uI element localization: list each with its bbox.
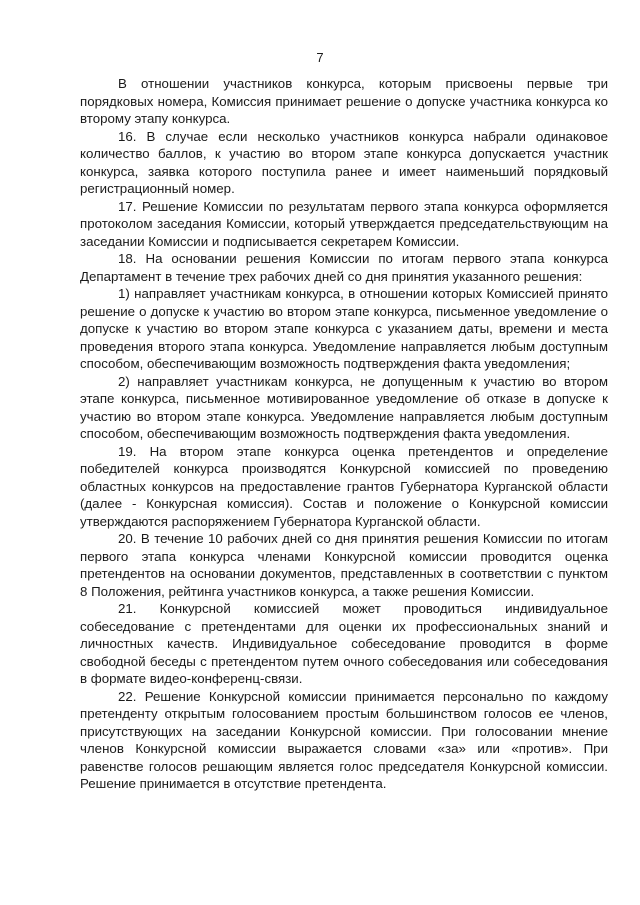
page-number: 7 bbox=[316, 50, 324, 65]
paragraph-17: 17. Решение Комиссии по результатам первого этапа конкурса оформляется протоколом заседания Комиссии, который утверждается председательствующим на заседании Комиссии и подписывается секретарем Комиссии. bbox=[80, 198, 608, 249]
paragraph-18-item-2: 2) направляет участникам конкурса, не допущенным к участию во втором этапе конкурса, письменное мотивированное уведомление об отказе в допуске к участию во втором этапе конкурса. Уведомление направляется любым доступным способом, обеспечивающим возможность подтверждения факта уведомления. bbox=[80, 373, 608, 441]
paragraph-18-item-1: 1) направляет участникам конкурса, в отношении которых Комиссией принято решение о допуске к участию во втором этапе конкурса, письменное уведомление о допуске к участию во втором этапе конкурса с указанием даты, времени и места проведения второго этапа конкурса. Уведомление направляется любым доступным способом, обеспечивающим возможность подтверждения факта уведомления; bbox=[80, 286, 608, 371]
paragraph-20: 20. В течение 10 рабочих дней со дня принятия решения Комиссии по итогам первого этапа конкурса членами Конкурсной комиссии проводится оценка претендентов на основании документов, представленных в соответствии с пунктом 8 Положения, рейтинга участников конкурса, а также решения Комиссии. bbox=[80, 531, 608, 599]
paragraph-16: 16. В случае если несколько участников конкурса набрали одинаковое количество баллов, к участию во втором этапе конкурса допускается участник конкурса, заявка которого поступила ранее и имеет наименьший порядковый регистрационный номер. bbox=[80, 128, 608, 196]
paragraph-22: 22. Решение Конкурсной комиссии принимается персонально по каждому претенденту открытым голосованием простым большинством голосов ее членов, присутствующих на заседании Конкурсной комиссии. При голосовании мнение членов Конкурсной комиссии выражается словами «за» или «против». При равенстве голосов решающим является голос председателя Конкурсной комиссии. Решение принимается в отсутствие претендента. bbox=[80, 688, 608, 791]
paragraph-19: 19. На втором этапе конкурса оценка претендентов и определение победителей конкурса производятся Конкурсной комиссией по проведению областных конкурсов на предоставление грантов Губернатора Курганской области (далее - Конкурсная комиссия). Состав и положение о Конкурсной комиссии утверждаются распоряжением Губернатора Курганской области. bbox=[80, 443, 608, 529]
paragraph-intro: В отношении участников конкурса, которым присвоены первые три порядковых номера, Комиссия принимает решение о допуске участника конкурса ко второму этапу конкурса. bbox=[80, 76, 608, 126]
document-body bbox=[80, 75, 608, 793]
paragraph-21: 21. Конкурсной комиссией может проводиться индивидуальное собеседование с претендентами для оценки их профессиональных знаний и личностных качеств. Индивидуальное собеседование проводится в форме свободной беседы с претендентом путем очного собеседования или собеседования в формате видео-конференц-связи. bbox=[80, 601, 608, 686]
paragraph-18: 18. На основании решения Комиссии по итогам первого этапа конкурса Департамент в течение трех рабочих дней со дня принятия указанного решения: bbox=[80, 251, 608, 284]
